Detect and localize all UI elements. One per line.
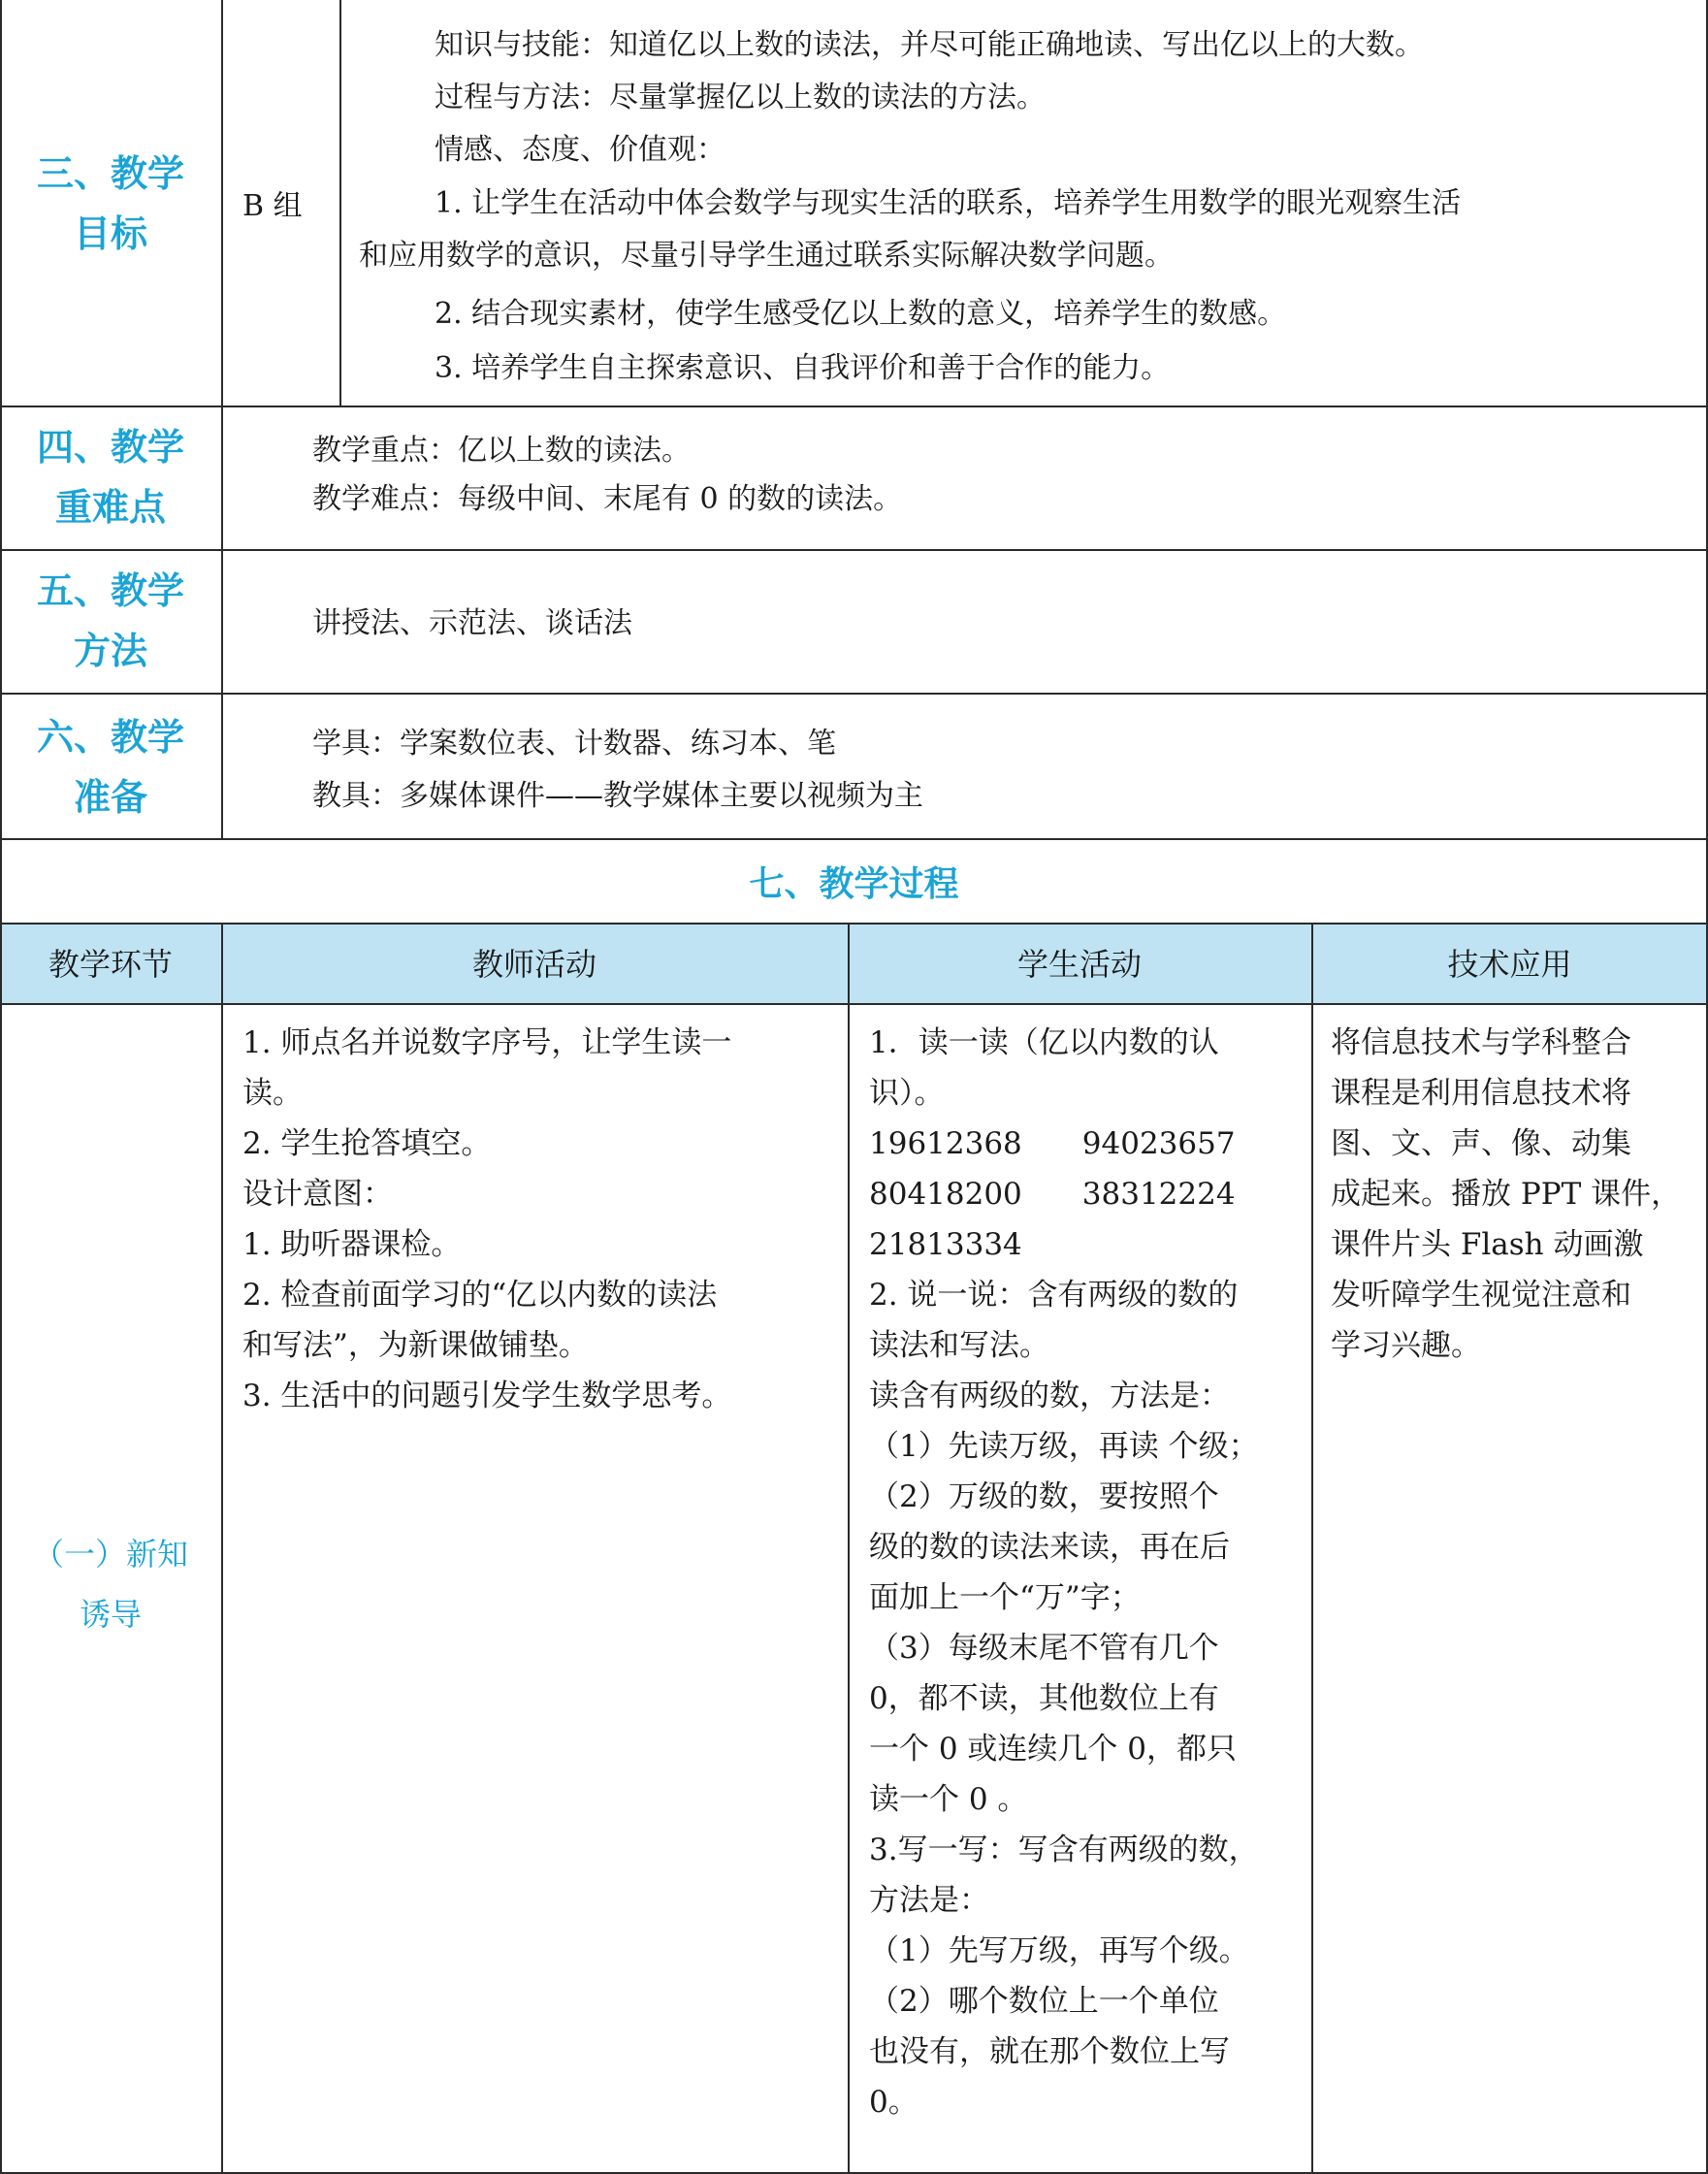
tech-line: 课程是利用信息技术将 [1331, 1076, 1631, 1111]
student-line: （2）万级的数，要按照个 [869, 1479, 1219, 1514]
teacher-line: 1. 助听器课检。 [242, 1227, 462, 1262]
student-line: 1．读一读（亿以内数的认 [869, 1025, 1219, 1060]
tech-line: 发听障学生视觉注意和 [1331, 1278, 1631, 1313]
tech-line: 成起来。播放 PPT 课件， [1331, 1177, 1682, 1212]
section3-line-2: 过程与方法：尽量掌握亿以上数的读法的方法。 [435, 81, 1046, 114]
section7-title: 七、教学过程 [749, 864, 959, 904]
row1-teacher-activity [242, 1018, 834, 1421]
student-line: 一个 0 或连续几个 0，都只 [869, 1732, 1238, 1767]
student-line: 19612368 94023657 [869, 1126, 1236, 1161]
section6-bottom-line [0, 838, 1708, 840]
section5-label-line2: 方法 [73, 630, 147, 672]
section3-line-1: 知识与技能：知道亿以上数的读法，并尽可能正确地读、写出亿以上的大数。 [435, 28, 1424, 62]
section3-bottom-line [0, 406, 1708, 407]
section3-line-6: 2. 结合现实素材，使学生感受亿以上数的意义，培养学生的数感。 [435, 297, 1287, 331]
student-line: 面加上一个“万”字； [869, 1580, 1141, 1615]
student-line: 也没有，就在那个数位上写 [869, 2034, 1230, 2069]
row1-student-activity [869, 1018, 1305, 2127]
table-col-line-2 [848, 923, 850, 2174]
header-student: 学生活动 [1016, 946, 1142, 983]
row1-stage-line2: 诱导 [79, 1596, 142, 1633]
section5-divider [221, 549, 223, 693]
section5-line-1: 讲授法、示范法、谈话法 [312, 606, 632, 640]
student-line: （3）每级末尾不管有几个 [869, 1631, 1219, 1666]
student-line: 读法和写法。 [869, 1328, 1049, 1363]
section6-label [0, 707, 221, 827]
teacher-line: 设计意图： [242, 1177, 393, 1212]
section6-divider [221, 693, 223, 838]
student-line: 识）。 [869, 1076, 945, 1111]
section3-label [0, 144, 221, 264]
header-stage: 教学环节 [48, 946, 173, 983]
table-col-line-1 [221, 923, 223, 2174]
student-line: 方法是： [869, 1883, 989, 1918]
section3-divider-2 [339, 0, 341, 406]
section5-bottom-line [0, 693, 1708, 695]
section3-line-7: 3. 培养学生自主探索意识、自我评价和善于合作的能力。 [435, 351, 1171, 385]
tech-line: 学习兴趣。 [1331, 1328, 1481, 1363]
section3-line-3: 情感、态度、价值观： [435, 133, 725, 167]
header-tech: 技术应用 [1447, 946, 1572, 983]
section6-line-1: 学具：学案数位表、计数器、练习本、笔 [312, 727, 836, 761]
tech-line: 将信息技术与学科整合 [1331, 1025, 1631, 1060]
student-line: （2）哪个数位上一个单位 [869, 1984, 1219, 2019]
section3-divider-1 [221, 0, 223, 406]
teacher-line: 读。 [242, 1076, 303, 1111]
section4-divider [221, 406, 223, 549]
section4-label [0, 417, 221, 537]
row1-stage-line1: （一）新知 [32, 1536, 188, 1573]
student-line: 读一个 0 。 [869, 1782, 1028, 1817]
student-line: 80418200 38312224 [869, 1177, 1236, 1212]
student-line: 3.写一写：写含有两级的数， [869, 1833, 1259, 1867]
section3-group: B 组 [242, 189, 303, 223]
section5-label [0, 561, 221, 681]
student-line: 0，都不读，其他数位上有 [869, 1681, 1219, 1716]
table-header-bottom-line [0, 1003, 1708, 1005]
row1-tech-application [1331, 1018, 1699, 1371]
teacher-line: 1. 师点名并说数字序号，让学生读一 [242, 1025, 732, 1060]
section3-line-4: 1. 让学生在活动中体会数学与现实生活的联系，培养学生用数学的眼光观察生活 [435, 186, 1462, 220]
student-line: 21813334 [869, 1227, 1022, 1262]
teacher-line: 2. 学生抢答填空。 [242, 1126, 492, 1161]
section4-bottom-line [0, 549, 1708, 551]
tech-line: 课件片头 Flash 动画激 [1331, 1227, 1644, 1262]
student-line: 读含有两级的数，方法是： [869, 1379, 1230, 1413]
section3-line-5: 和应用数学的意识，尽量引导学生通过联系实际解决数学问题。 [359, 239, 1174, 273]
header-teacher: 教师活动 [471, 946, 596, 983]
student-line: 级的数的读法来读，再在后 [869, 1530, 1230, 1565]
student-line: （1）先写万级，再写个级。 [869, 1933, 1249, 1968]
student-line: 2. 说一说：含有两级的数的 [869, 1278, 1239, 1313]
teacher-line: 3. 生活中的问题引发学生数学思考。 [242, 1379, 732, 1413]
student-line: 0。 [869, 2085, 918, 2120]
section4-line-1: 教学重点：亿以上数的读法。 [312, 434, 691, 468]
tech-line: 图、文、声、像、动集 [1331, 1126, 1631, 1161]
table-col-line-3 [1311, 923, 1313, 2174]
section5-label-line1: 五、教学 [36, 569, 184, 612]
section6-line-2: 教具：多媒体课件——教学媒体主要以视频为主 [312, 779, 923, 813]
section4-label-line1: 四、教学 [36, 426, 184, 469]
section4-line-2: 教学难点：每级中间、末尾有 0 的数的读法。 [312, 482, 903, 516]
section3-label-line1: 三、教学 [36, 152, 184, 195]
section4-label-line2: 重难点 [54, 486, 166, 529]
student-line: （1）先读万级，再读 个级； [869, 1429, 1259, 1464]
teacher-line: 和写法”，为新课做铺垫。 [242, 1328, 589, 1363]
teacher-line: 2. 检查前面学习的“亿以内数的读法 [242, 1278, 718, 1313]
row1-stage [0, 1524, 221, 1644]
section6-label-line2: 准备 [73, 776, 147, 819]
section6-label-line1: 六、教学 [36, 716, 184, 759]
outer-border-left [0, 0, 2, 2174]
section3-label-line2: 目标 [73, 212, 147, 255]
